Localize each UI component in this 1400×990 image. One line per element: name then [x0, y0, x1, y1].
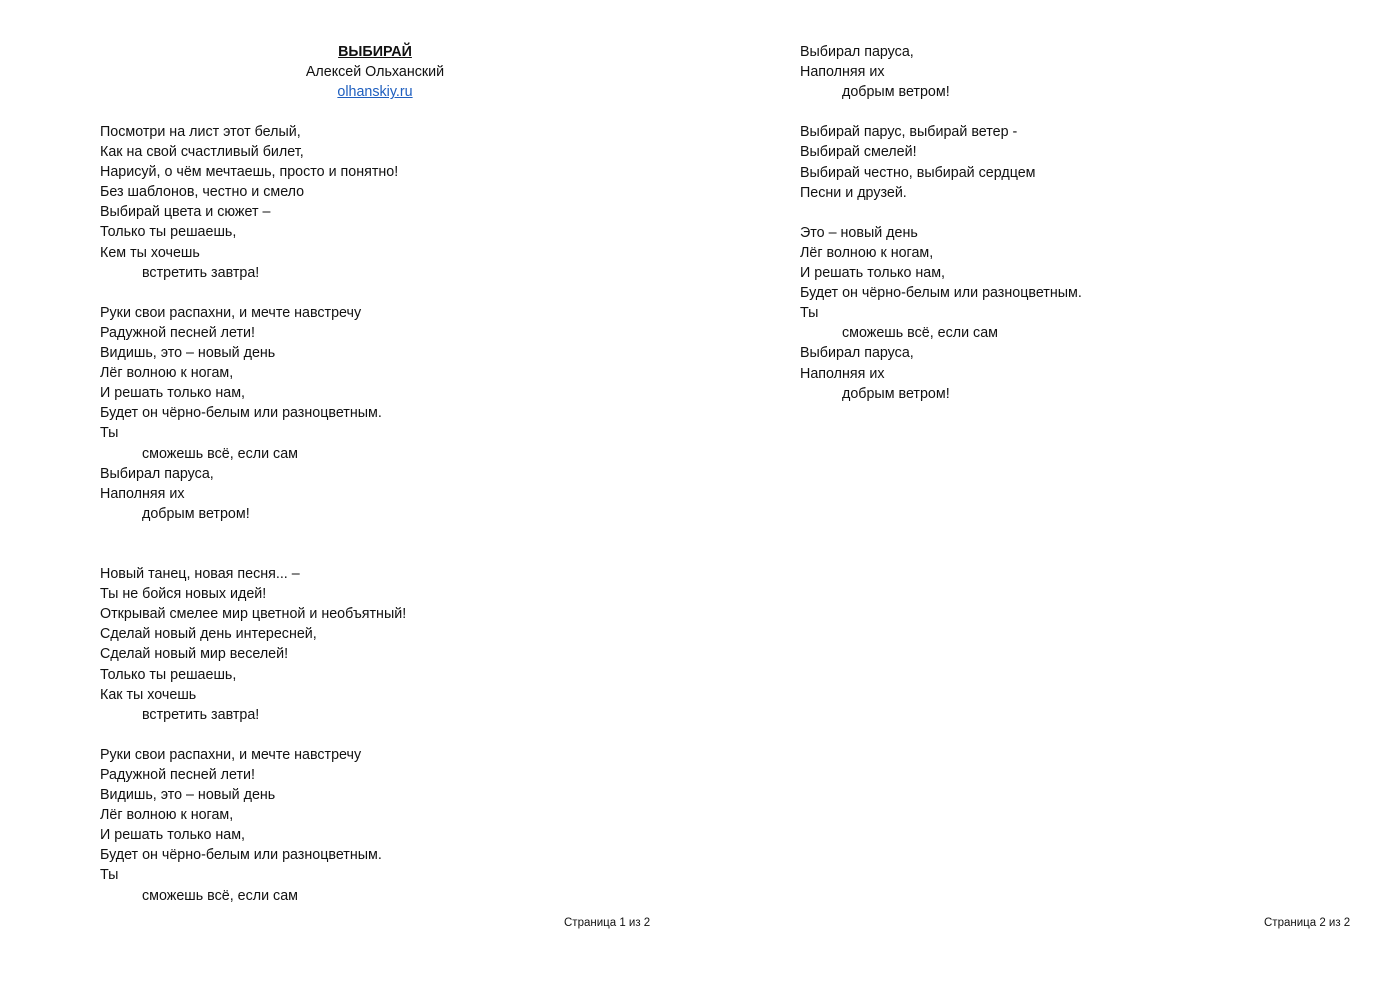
lyric-line: Наполняя их	[800, 64, 885, 81]
lyric-line: добрым ветром!	[142, 505, 250, 522]
lyric-line: Лёг волною к ногам,	[800, 244, 934, 261]
lyric-line: Без шаблонов, честно и смело	[100, 184, 305, 201]
lyric-line: Наполняя их	[800, 365, 885, 382]
lyric-line: Только ты решаешь,	[100, 666, 237, 683]
lyric-line: Как ты хочешь	[100, 686, 197, 703]
lyric-line: встретить завтра!	[142, 706, 260, 723]
stanza-break	[100, 725, 406, 745]
lyric-line: Ты	[100, 425, 119, 442]
stanza-break	[800, 203, 1082, 223]
song-header	[100, 42, 650, 102]
lyric-line: Видишь, это – новый день	[100, 345, 276, 362]
lyric-line: Сделай новый мир веселей!	[100, 646, 289, 663]
lyric-line: Видишь, это – новый день	[100, 787, 276, 804]
lyric-line: Как на свой счастливый билет,	[100, 144, 304, 161]
lyric-line: добрым ветром!	[842, 84, 950, 101]
lyric-line: сможешь всё, если сам	[142, 887, 298, 904]
lyric-line: Наполняя их	[100, 485, 185, 502]
lyric-line: Руки свои распахни, и мечте навстречу	[100, 304, 362, 321]
lyric-line: Выбирай цвета и сюжет –	[100, 204, 271, 221]
lyric-line: Новый танец, новая песня... –	[100, 566, 300, 583]
lyric-line: Открывай смелее мир цветной и необъятный!	[100, 606, 407, 623]
lyric-line: Выбирай парус, выбирай ветер -	[800, 124, 1018, 141]
lyric-line: Посмотри на лист этот белый,	[100, 124, 301, 140]
lyric-line: И решать только нам,	[100, 827, 246, 844]
lyrics-block	[800, 42, 1082, 404]
lyric-line: встретить завтра!	[142, 264, 260, 281]
lyric-line: Ты	[100, 867, 119, 884]
page-number-footer: Страница 1 из 2	[564, 917, 651, 929]
lyric-line: Радужной песней лети!	[100, 767, 256, 783]
lyric-line: Руки свои распахни, и мечте навстречу	[100, 746, 362, 763]
lyric-line: Выбирал паруса,	[800, 44, 914, 60]
song-title: ВЫБИРАЙ	[338, 44, 412, 60]
document-page-2	[700, 0, 1400, 990]
lyric-line: Радужной песней лети!	[100, 324, 256, 341]
lyric-line: И решать только нам,	[800, 265, 946, 282]
lyric-line: Только ты решаешь,	[100, 224, 237, 241]
lyric-line: Кем ты хочешь	[100, 244, 200, 261]
lyric-line: Лёг волною к ногам,	[100, 365, 234, 382]
lyric-line: И решать только нам,	[100, 385, 246, 402]
stanza-break	[100, 283, 406, 303]
stanza-break	[100, 544, 406, 564]
lyric-line: Будет он чёрно-белым или разноцветным.	[800, 285, 1082, 302]
lyric-line: Сделай новый день интересней,	[100, 626, 317, 643]
lyric-line: добрым ветром!	[842, 385, 950, 402]
website-link[interactable]: olhanskiy.ru	[337, 84, 413, 101]
lyric-line: Выбирай смелей!	[800, 144, 917, 161]
lyric-line: Это – новый день	[800, 224, 918, 241]
lyric-line: Лёг волною к ногам,	[100, 807, 234, 824]
lyric-line: сможешь всё, если сам	[142, 445, 298, 462]
lyric-line: Будет он чёрно-белым или разноцветным.	[100, 847, 382, 864]
page-number-footer: Страница 2 из 2	[1264, 917, 1351, 929]
lyric-line: Выбирал паруса,	[100, 465, 214, 482]
lyric-line: Ты	[800, 305, 819, 322]
lyric-line: сможешь всё, если сам	[842, 325, 998, 342]
stanza-break	[800, 102, 1082, 122]
lyrics-block	[100, 122, 406, 906]
lyric-line: Выбирал паруса,	[800, 345, 914, 362]
lyric-line: Песни и друзей.	[800, 184, 907, 201]
lyric-line: Выбирай честно, выбирай сердцем	[800, 164, 1036, 181]
song-author: Алексей Ольханский	[305, 64, 445, 81]
stanza-break	[100, 524, 406, 544]
lyric-line: Будет он чёрно-белым или разноцветным.	[100, 405, 382, 422]
lyric-line: Ты не бойся новых идей!	[100, 586, 267, 603]
lyric-line: Нарисуй, о чём мечтаешь, просто и понятно!	[100, 164, 399, 181]
